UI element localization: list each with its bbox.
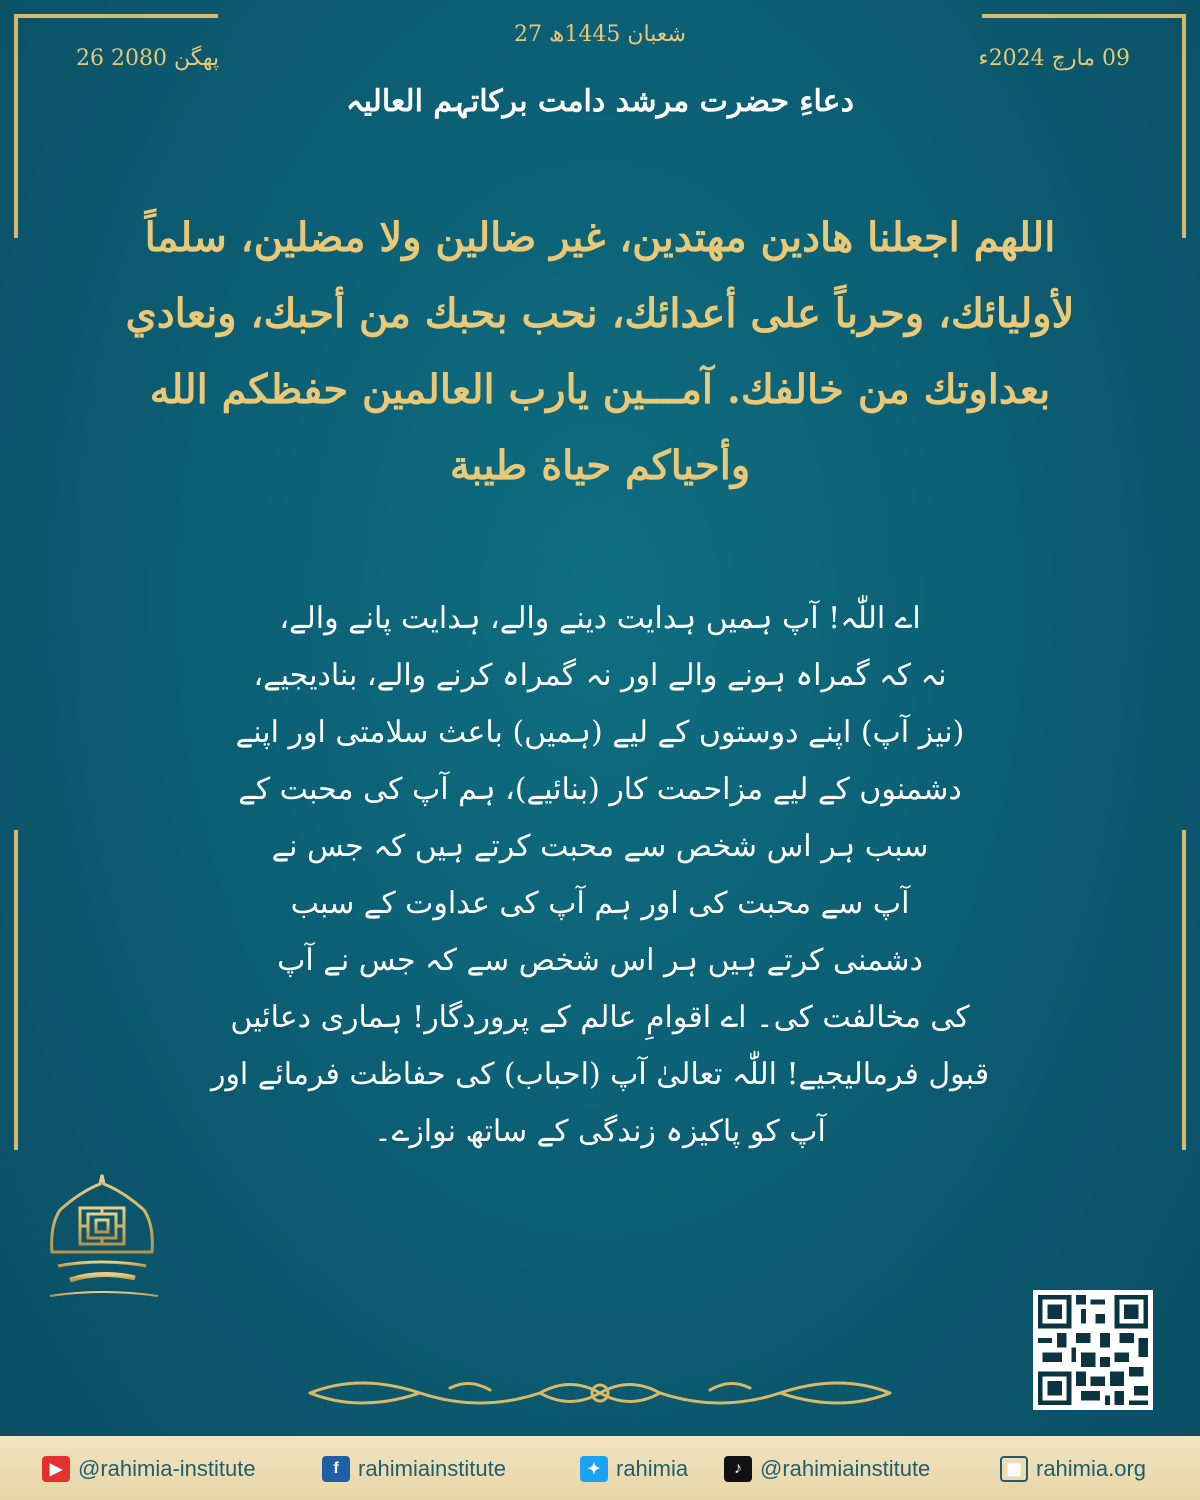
tiktok-link[interactable]: [724, 1454, 930, 1484]
translation-line: سبب ہر اس شخص سے محبت کرتے ہیں کہ جس نے: [271, 829, 929, 864]
youtube-link[interactable]: [42, 1454, 256, 1484]
translation-line: آپ سے محبت کی اور ہم آپ کی عداوت کے سبب: [290, 886, 910, 921]
translation-line: قبول فرمالیجیے! اللّٰہ تعالیٰ آپ (احباب) کی حفاظت فرمائے اور: [210, 1057, 990, 1092]
translation-line: دشمنوں کے لیے مزاحمت کار (بنائیے)، ہم آپ کی محبت کے: [238, 772, 962, 807]
tiktok-handle: @rahimiainstitute: [760, 1456, 931, 1481]
date-hijri: 27 شعبان 1445ھ: [514, 22, 686, 47]
translation-line: (نیز آپ) اپنے دوستوں کے لیے (ہمیں) باعث سلامتی اور اپنے: [235, 715, 965, 750]
date-gregorian: 09 مارچ 2024ء: [978, 46, 1130, 71]
web-icon: ▦: [1000, 1456, 1028, 1482]
translation-line: اے اللّٰہ! آپ ہمیں ہدایت دینے والے، ہدایت پانے والے،: [279, 601, 921, 636]
translation-line: کی مخالفت کی۔ اے اقوامِ عالم کے پروردگار! ہماری دعائیں: [230, 1000, 970, 1035]
facebook-icon: f: [322, 1456, 350, 1482]
qr-code-icon[interactable]: [1033, 1290, 1153, 1410]
twitter-handle: rahimia: [616, 1456, 689, 1481]
frame-line-left: [14, 830, 22, 1150]
twitter-icon: ✦: [580, 1456, 608, 1482]
tiktok-icon: ♪: [724, 1456, 752, 1482]
date-bikrami: 26 پھگن 2080: [76, 46, 220, 71]
twitter-link[interactable]: [580, 1454, 688, 1484]
arabic-dua-text: اللهم اجعلنا هادين مهتدين، غير ضالين ولا مضلين، سلماً لأوليائك، وحرباً على أعدائك، نحب بحبك من أحبك، ونعادي بعداوتك من خالفك. آمـــين يارب العالمين حفظكم الله وأحياكم حياة طيبة: [125, 214, 1075, 489]
facebook-link[interactable]: [322, 1454, 506, 1484]
youtube-handle: @rahimia-institute: [78, 1456, 256, 1481]
footer-social-bar: [0, 1436, 1200, 1500]
ornament-divider: [300, 1368, 900, 1418]
translation-line: آپ کو پاکیزہ زندگی کے ساتھ نوازے۔: [374, 1114, 826, 1149]
website-url: rahimia.org: [1036, 1456, 1147, 1481]
website-link[interactable]: [1000, 1454, 1146, 1484]
rahimia-logo: [40, 1170, 165, 1310]
translation-line: نہ کہ گمراہ ہونے والے اور نہ گمراہ کرنے والے، بنادیجیے،: [253, 658, 947, 693]
translation-line: دشمنی کرتے ہیں ہر اس شخص سے کہ جس نے آپ: [277, 943, 923, 978]
youtube-icon: ▶: [42, 1456, 70, 1482]
urdu-translation: [170, 590, 1030, 1160]
frame-line-right: [1178, 830, 1186, 1150]
facebook-handle: rahimiainstitute: [358, 1456, 506, 1481]
page-title: دعاءِ حضرت مرشد دامت برکاتہم العالیہ: [346, 84, 854, 119]
